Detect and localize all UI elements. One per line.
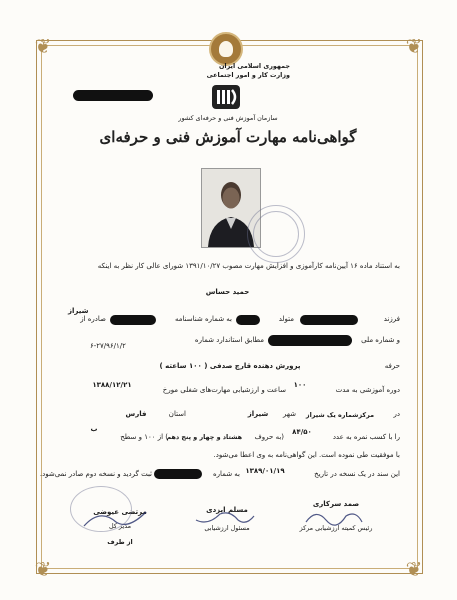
label-id-number: به شماره شناسنامه bbox=[175, 315, 232, 323]
issue-date: ۱۳۸۹/۰۱/۱۹ bbox=[245, 467, 285, 475]
on-behalf-note: از طرف bbox=[107, 538, 133, 546]
trade-name: پرورش دهنده قارچ صدفی ( ۱۰۰ ساعته ) bbox=[159, 362, 301, 370]
redacted-birth-date bbox=[236, 315, 260, 325]
success-statement: با موفقیت طی نموده است. این گواهی‌نامه به وی اعطا می‌شود. bbox=[213, 451, 400, 459]
signatory-1-name: صمد سرکاری bbox=[312, 500, 360, 508]
label-child-of: فرزند bbox=[383, 315, 400, 323]
issued-city: شیراز bbox=[68, 307, 89, 315]
corner-ornament-bottom-right: ❦ bbox=[405, 557, 423, 581]
redacted-id-number bbox=[110, 315, 156, 325]
skill-level: ب bbox=[90, 425, 98, 433]
header-ministry: وزارت کار و امور اجتماعی bbox=[206, 71, 290, 79]
label-province: استان bbox=[168, 410, 186, 418]
province-name: فارس bbox=[125, 410, 147, 418]
redacted-serial bbox=[73, 90, 153, 101]
label-born: متولد bbox=[278, 315, 294, 323]
label-national-code: و شماره ملی bbox=[361, 336, 400, 344]
signatory-2-name: مسلم ایزدی bbox=[206, 506, 248, 514]
header-country: جمهوری اسلامی ایران bbox=[218, 62, 290, 70]
corner-ornament-bottom-left: ❦ bbox=[34, 557, 52, 581]
signatory-1-role: رئیس کمیته ارزشیابی مرکز bbox=[299, 524, 373, 532]
signature-2-icon bbox=[194, 508, 256, 528]
exam-date: ۱۳۸۸/۱۲/۲۱ bbox=[92, 381, 132, 389]
corner-ornament-top-right: ❦ bbox=[405, 34, 423, 58]
label-score-out-of: ) از ۱۰۰ و سطح bbox=[120, 433, 168, 441]
label-trade: حرفه bbox=[384, 362, 400, 370]
label-city: شهر bbox=[283, 410, 296, 418]
label-score: را با کسب نمره به عدد bbox=[332, 433, 400, 441]
course-hours: ۱۰۰ bbox=[293, 381, 307, 389]
redacted-registration-number bbox=[154, 469, 202, 479]
certificate-title: گواهی‌نامه مهارت آموزش فنی و حرفه‌ای bbox=[99, 128, 357, 146]
training-center: مرکزشماره یک شیراز bbox=[305, 411, 375, 419]
signatory-3-role: مدیر کل bbox=[109, 522, 131, 530]
label-in: در bbox=[393, 410, 400, 418]
label-registration-number: به شماره bbox=[212, 470, 240, 478]
city-name: شیراز bbox=[247, 410, 269, 418]
tvto-logo-icon bbox=[211, 84, 241, 110]
label-course-evaluation: ساعت و ارزشیابی مهارت‌های شغلی مورخ bbox=[162, 386, 286, 394]
label-issued-from: صادره از bbox=[80, 315, 106, 323]
score-number: ۸۴/۵۰ bbox=[292, 428, 312, 436]
score-words: هشتاد و چهار و پنج دهم bbox=[166, 433, 242, 441]
official-seal-bottom bbox=[70, 486, 132, 532]
standard-number: ۶-۲۷/۹۶/۱/۲ bbox=[90, 342, 126, 350]
redacted-father-name bbox=[300, 315, 358, 325]
corner-ornament-top-left: ❦ bbox=[34, 34, 52, 58]
redacted-national-code bbox=[268, 335, 352, 346]
header-organization: سازمان آموزش فنی و حرفه‌ای کشور bbox=[178, 114, 278, 122]
label-course-duration: دوره آموزشی به مدت bbox=[335, 386, 400, 394]
intro-text: به استناد ماده ۱۶ آیین‌نامه کارآموزی و افزایش مهارت مصوب ۱۳۹۱/۱۰/۲۷ شورای عالی کار نظر به اینکه bbox=[97, 262, 400, 270]
label-issue-date: این سند در یک نسخه در تاریخ bbox=[314, 470, 400, 478]
official-seal-photo-inner bbox=[253, 211, 299, 257]
label-standard-number: مطابق استاندارد شماره bbox=[194, 336, 264, 344]
signatory-2-role: مسئول ارزشیابی bbox=[204, 524, 250, 532]
signatory-3-name: مرتضی عیوضی bbox=[93, 508, 147, 516]
iran-emblem-icon bbox=[209, 32, 243, 66]
label-score-words: (به حروف bbox=[254, 433, 284, 441]
registration-note: ثبت گردید و نسخه دوم صادر نمی‌شود. bbox=[39, 470, 152, 478]
holder-name: حمید حساس bbox=[205, 288, 250, 296]
signature-1-icon bbox=[304, 506, 364, 528]
